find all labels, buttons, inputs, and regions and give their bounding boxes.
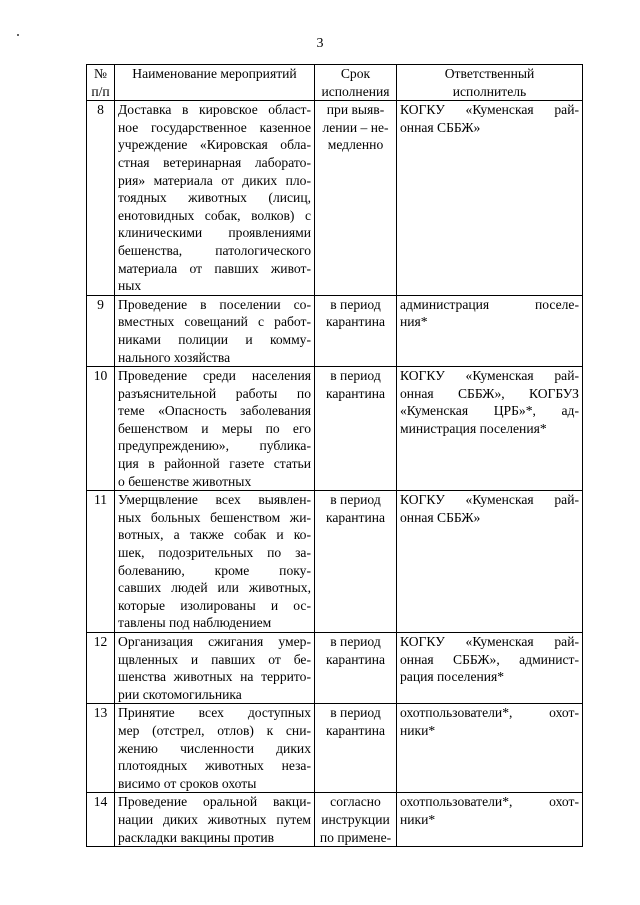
text-line: в период [330, 634, 381, 649]
header-term [315, 65, 397, 101]
header-name [115, 65, 315, 101]
table-row [87, 101, 583, 296]
text-line: карантина [325, 651, 386, 667]
text-line: в период [330, 705, 381, 721]
responsible-executor [397, 367, 583, 491]
row-number: 9 [87, 295, 115, 366]
text-line: енотовидных собак, волков) с [118, 207, 311, 223]
text-line: Проведение среди населения [118, 368, 311, 384]
text-line: онная СББЖ» [400, 509, 481, 525]
responsible-executor [397, 491, 583, 633]
text-line: рии скотомогильника [118, 686, 242, 702]
text-line: лении – не- [322, 119, 389, 135]
row-number: 10 [87, 367, 115, 491]
text-line: рия» материала от диких пло- [118, 172, 311, 188]
text-line: ники* [400, 811, 436, 827]
text-line: клиническими проявлениями [118, 225, 311, 241]
text-line: карантина [325, 509, 386, 525]
text-line: КОГКУ «Куменская рай- [400, 634, 579, 649]
header-responsible [397, 65, 583, 101]
execution-term [315, 491, 397, 633]
measure-name [115, 101, 315, 296]
text-line: КОГКУ «Куменская рай- [400, 492, 579, 508]
responsible-executor [397, 793, 583, 847]
text-line: стная ветеринарная лаборато- [118, 154, 311, 170]
responsible-executor [397, 295, 583, 366]
table-row [87, 704, 583, 793]
execution-term [315, 101, 397, 296]
text-line: онная СББЖ» [400, 119, 481, 135]
text-line: исполнитель [452, 83, 527, 99]
text-line: п/п [91, 83, 110, 99]
execution-term [315, 295, 397, 366]
execution-term [315, 704, 397, 793]
text-line: ния* [400, 314, 428, 330]
table-header-row [87, 65, 583, 101]
text-line: нального хозяйства [118, 349, 231, 365]
text-line: предупреждению», публика- [118, 438, 311, 454]
execution-term [315, 633, 397, 704]
text-line: щвленных и павших от бе- [118, 651, 311, 667]
text-line: администрация поселе- [400, 296, 579, 312]
row-number: 13 [87, 704, 115, 793]
measure-name [115, 295, 315, 366]
text-line: шек, подозрительных по за- [118, 545, 311, 561]
text-line: Умерщвление всех выявлен- [118, 492, 311, 508]
text-line: исполнения [321, 83, 390, 99]
text-line: жению численности диких [118, 740, 311, 756]
text-line: Срок [340, 66, 371, 81]
text-line: болеванию, кроме поку- [118, 562, 311, 578]
text-line: инструкции [321, 811, 390, 827]
text-line: охотпользователи*, охот- [400, 705, 579, 721]
measure-name [115, 633, 315, 704]
text-line: савших людей или животных, [118, 580, 311, 596]
text-line: никами полиции и комму- [118, 331, 311, 347]
measure-name [115, 793, 315, 847]
text-line: о бешенстве животных [118, 473, 252, 489]
header-num [87, 65, 115, 101]
measure-name [115, 704, 315, 793]
text-line: карантина [325, 722, 386, 738]
text-line: бешенством и меры по его [118, 420, 311, 436]
text-line: бешенства, патологического [118, 242, 311, 258]
text-line: разъяснительной работы по [118, 385, 311, 401]
text-line: ное государственное казенное [118, 119, 311, 135]
text-line: ных [118, 278, 142, 294]
responsible-executor [397, 633, 583, 704]
text-line: согласно [330, 794, 381, 810]
page-number: 3 [316, 36, 324, 51]
text-line: № [94, 66, 107, 81]
text-line: при выяв- [326, 102, 385, 118]
text-line: в период [330, 368, 381, 384]
text-line: онная СББЖ», КОГБУЗ [400, 385, 579, 401]
table-row [87, 367, 583, 491]
text-line: вотных, а также собак и ко- [118, 527, 311, 543]
text-line: тавлены под наблюдением [118, 615, 272, 631]
execution-term [315, 793, 397, 847]
text-line: КОГКУ «Куменская рай- [400, 102, 579, 118]
text-line: Доставка в кировское област- [118, 102, 311, 118]
text-line: теме «Опасность заболевания [118, 403, 311, 419]
text-line: рация поселения* [400, 669, 505, 685]
text-line: плотоядных животных неза- [118, 758, 311, 774]
text-line: ных больных бешенством жи- [118, 509, 311, 525]
text-line: материала от павших живот- [118, 260, 311, 276]
table-row [87, 295, 583, 366]
text-line: Ответственный [444, 66, 535, 81]
text-line: по примене- [319, 829, 392, 845]
text-line: Проведение оральной вакци- [118, 794, 311, 810]
execution-term [315, 367, 397, 491]
text-line: мер (отстрел, отлов) к сни- [118, 722, 311, 738]
responsible-executor [397, 101, 583, 296]
text-line: ники* [400, 722, 436, 738]
row-number: 14 [87, 793, 115, 847]
measures-table [86, 64, 583, 847]
row-number: 8 [87, 101, 115, 296]
text-line: Проведение в поселении со- [118, 296, 311, 312]
text-line: медленно [327, 137, 384, 153]
text-line: которые изолированы и ос- [118, 597, 311, 613]
measure-name [115, 491, 315, 633]
row-number: 11 [87, 491, 115, 633]
text-line: шенства животных на террито- [118, 669, 311, 685]
row-number: 12 [87, 633, 115, 704]
table-row [87, 633, 583, 704]
text-line: ция в районной газете статьи [118, 456, 311, 472]
text-line: онная СББЖ», админист- [400, 651, 579, 667]
text-line: в период [330, 296, 381, 312]
text-line: в период [330, 492, 381, 508]
text-line: министрация поселения* [400, 420, 547, 436]
text-line: охотпользователи*, охот- [400, 794, 579, 810]
text-line: Принятие всех доступных [118, 705, 311, 721]
text-line: нации диких животных путем [118, 811, 311, 827]
text-line: карантина [325, 385, 386, 401]
text-line: вместных совещаний с работ- [118, 314, 311, 330]
text-line: Организация сжигания умер- [118, 634, 311, 649]
text-line: КОГКУ «Куменская рай- [400, 368, 579, 384]
text-line: «Куменская ЦРБ»*, ад- [400, 403, 579, 419]
text-line: раскладки вакцины против [118, 829, 275, 845]
table-row [87, 491, 583, 633]
text-line: тоядных животных (лисиц, [118, 190, 311, 206]
text-line: карантина [325, 314, 386, 330]
text-line: Наименование мероприятий [132, 66, 297, 81]
responsible-executor [397, 704, 583, 793]
text-line: учреждение «Кировская обла- [118, 137, 311, 153]
table-row [87, 793, 583, 847]
measure-name [115, 367, 315, 491]
text-line: висимо от сроков охоты [118, 775, 257, 791]
